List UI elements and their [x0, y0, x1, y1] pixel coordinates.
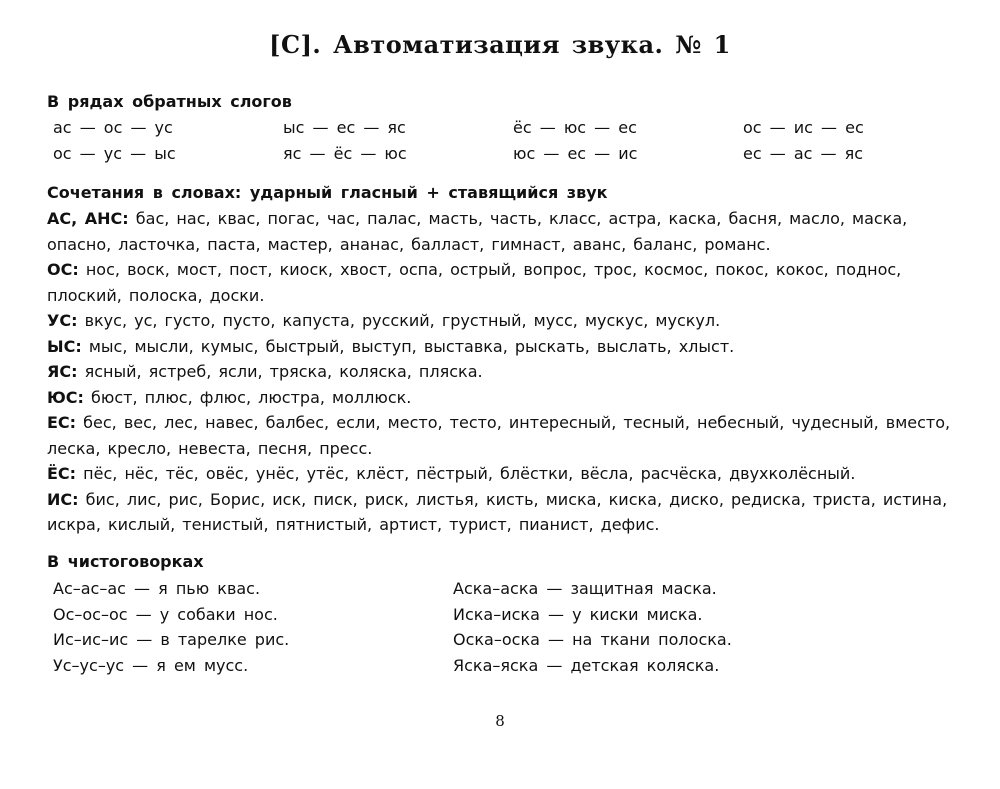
tongue-twister-line: Оска–оска — на ткани полоска.: [453, 630, 732, 649]
tongue-twister-line: Ис–ис–ис — в тарелке рис.: [53, 630, 290, 649]
combination-words: ясный, ястреб, ясли, тряска, коляска, пляска.: [84, 362, 483, 381]
combination-row-us: [47, 308, 962, 334]
combination-key: ЁС:: [47, 464, 77, 483]
syllable-column-2: [283, 115, 407, 167]
combination-row-as: [47, 206, 962, 257]
combination-key: ЯС:: [47, 362, 78, 381]
syllable-row: ас — ос — ус: [53, 118, 173, 137]
combination-key: УС:: [47, 311, 78, 330]
combination-row-yas: [47, 359, 962, 385]
combination-words: бас, нас, квас, погас, час, палас, масть, часть, класс, астра, каска, басня, масло, маска, опасно, ласточка, паста, мастер, ананас, балласт, гимнаст, аванс, баланс, романс.: [47, 209, 908, 254]
syllable-column-3: [513, 115, 637, 167]
combination-words: мыс, мысли, кумыс, быстрый, выступ, выставка, рыскать, выслать, хлыст.: [88, 336, 735, 356]
tongue-twister-line: Ус–ус–ус — я ем мусс.: [53, 655, 249, 675]
section-heading-reverse-syllables: В рядах обратных слогов: [47, 92, 292, 111]
combination-key: ОС:: [47, 260, 79, 279]
combination-key: ЫС:: [47, 336, 82, 356]
combination-row-yos: [47, 461, 962, 487]
tongue-twister-line: Ос–ос–ос — у собаки нос.: [53, 604, 278, 624]
tongue-twisters-right-column: [453, 576, 732, 678]
syllable-column-4: [743, 115, 864, 167]
combination-key: ИС:: [47, 489, 79, 509]
tongue-twister-line: Иска–иска — у киски миска.: [453, 604, 703, 624]
combination-row-ys: [47, 334, 962, 360]
tongue-twister-line: Ас–ас–ас — я пью квас.: [53, 579, 261, 598]
page-title: [С]. Автоматизация звука. № 1: [269, 30, 731, 59]
tongue-twister-line: Аска–аска — защитная маска.: [453, 579, 717, 598]
syllable-row: ыс — ес — яс: [283, 118, 406, 137]
combination-words: бес, вес, лес, навес, балбес, если, место, тесто, интересный, тесный, небесный, чудесный, вместо, леска, кресло, невеста, песня, пресс.: [47, 413, 951, 458]
page-number: 8: [495, 712, 505, 730]
combination-key: ЕС:: [47, 413, 77, 432]
syllable-row: юс — ес — ис: [513, 144, 638, 163]
tongue-twisters-left-column: [53, 576, 289, 678]
tongue-twister-line: Яска–яска — детская коляска.: [453, 655, 720, 675]
syllable-row: яс — ёс — юс: [283, 144, 407, 163]
syllable-row: ос — ис — ес: [743, 118, 864, 137]
syllable-row: ёс — юс — ес: [513, 118, 637, 137]
word-combinations-list: [47, 206, 962, 538]
syllable-row: ес — ас — яс: [743, 144, 864, 163]
combination-key: ЮС:: [47, 387, 84, 407]
combination-words: пёс, нёс, тёс, овёс, унёс, утёс, клёст, пёстрый, блёстки, вёсла, расчёска, двухколёсный.: [83, 464, 856, 483]
combination-row-yus: [47, 385, 962, 411]
combination-words: нос, воск, мост, пост, киоск, хвост, оспа, острый, вопрос, трос, космос, покос, кокос, поднос, плоский, полоска, доски.: [47, 260, 902, 305]
combination-words: бюст, плюс, флюс, люстра, моллюск.: [91, 387, 412, 407]
combination-words: бис, лис, рис, Борис, иск, писк, риск, листья, кисть, миска, киска, диско, редиска, триста, истина, искра, кислый, тенистый, пятнистый, артист, турист, пианист, дефис.: [47, 489, 948, 534]
combination-words: вкус, ус, густо, пусто, капуста, русский, грустный, мусс, мускус, мускул.: [84, 311, 721, 330]
combination-key: АС, АНС:: [47, 209, 129, 228]
combination-row-os: [47, 257, 962, 308]
combination-row-es: [47, 410, 962, 461]
combination-row-is: [47, 487, 962, 538]
syllable-row: ос — ус — ыс: [53, 144, 176, 163]
section-heading-tongue-twisters: В чистоговорках: [47, 552, 204, 571]
syllable-column-1: [53, 115, 176, 167]
section-heading-word-combinations: Сочетания в словах: ударный гласный + ставящийся звук: [47, 183, 608, 202]
